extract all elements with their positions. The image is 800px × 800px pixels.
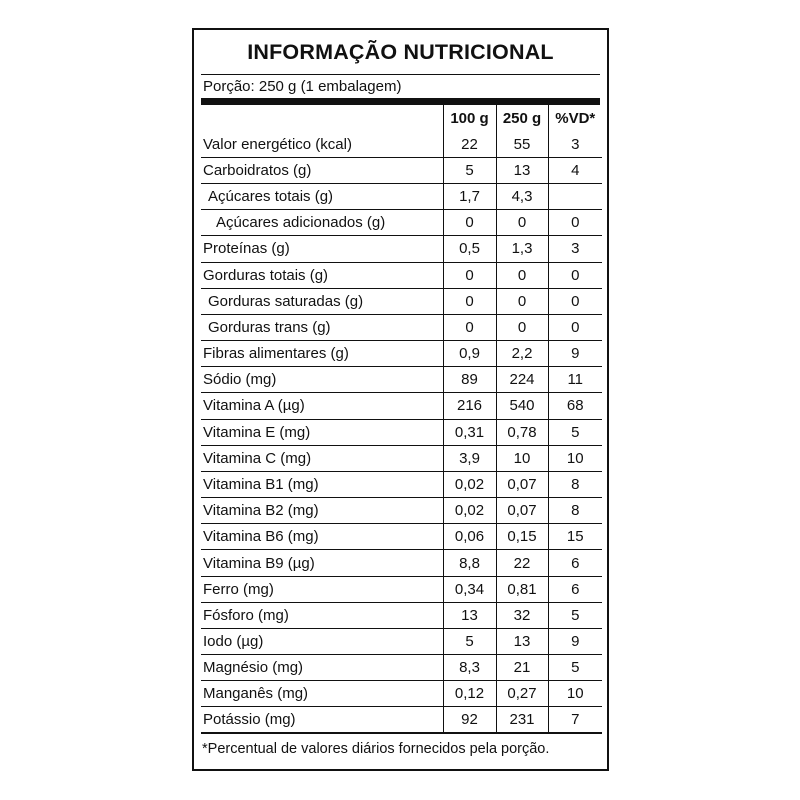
value-vd: 6 (548, 550, 602, 576)
nutrient-name: Gorduras trans (g) (201, 314, 443, 340)
value-vd: 10 (548, 445, 602, 471)
header-vd: %VD* (548, 105, 602, 131)
nutrient-name: Gorduras totais (g) (201, 262, 443, 288)
nutrient-name: Ferro (mg) (201, 576, 443, 602)
value-vd: 8 (548, 498, 602, 524)
nutrient-name: Vitamina A (µg) (201, 393, 443, 419)
header-100g: 100 g (443, 105, 496, 131)
nutrient-name: Fósforo (mg) (201, 602, 443, 628)
value-250g: 22 (496, 550, 548, 576)
table-row (201, 576, 602, 602)
value-250g: 55 (496, 131, 548, 157)
value-100g: 0 (443, 262, 496, 288)
header-nutrient (201, 105, 443, 131)
value-100g: 8,3 (443, 655, 496, 681)
value-250g: 32 (496, 602, 548, 628)
value-250g: 0,27 (496, 681, 548, 707)
value-100g: 216 (443, 393, 496, 419)
table-row (201, 419, 602, 445)
table-row (201, 602, 602, 628)
table-row (201, 681, 602, 707)
value-250g: 4,3 (496, 184, 548, 210)
value-100g: 3,9 (443, 445, 496, 471)
nutrient-name: Açúcares totais (g) (201, 184, 443, 210)
portion-size: Porção: 250 g (1 embalagem) (203, 78, 402, 95)
table-row (201, 157, 602, 183)
table-row (201, 628, 602, 654)
value-250g: 0 (496, 262, 548, 288)
value-vd: 15 (548, 524, 602, 550)
footnote: *Percentual de valores diários fornecidos pela porção. (202, 741, 550, 757)
value-250g: 0,15 (496, 524, 548, 550)
value-100g: 0 (443, 288, 496, 314)
value-vd: 0 (548, 210, 602, 236)
table-header-row (201, 105, 602, 131)
value-vd: 10 (548, 681, 602, 707)
value-100g: 0,02 (443, 498, 496, 524)
nutrient-name: Vitamina E (mg) (201, 419, 443, 445)
table-row (201, 550, 602, 576)
table-row (201, 341, 602, 367)
nutrient-name: Vitamina B1 (mg) (201, 471, 443, 497)
nutrient-name: Vitamina C (mg) (201, 445, 443, 471)
table-row (201, 184, 602, 210)
table-body (201, 131, 602, 733)
value-250g: 231 (496, 707, 548, 733)
nutrient-name: Manganês (mg) (201, 681, 443, 707)
table-row (201, 314, 602, 340)
table-row (201, 367, 602, 393)
value-vd: 8 (548, 471, 602, 497)
value-250g: 0 (496, 288, 548, 314)
table-row (201, 707, 602, 733)
value-vd: 5 (548, 419, 602, 445)
value-vd: 0 (548, 262, 602, 288)
value-250g: 0,07 (496, 498, 548, 524)
table-row (201, 393, 602, 419)
nutrient-name: Vitamina B2 (mg) (201, 498, 443, 524)
table-row (201, 445, 602, 471)
nutrient-name: Carboidratos (g) (201, 157, 443, 183)
table-row (201, 131, 602, 157)
value-vd: 0 (548, 314, 602, 340)
value-100g: 0,02 (443, 471, 496, 497)
nutrition-facts-panel (192, 28, 609, 771)
value-100g: 92 (443, 707, 496, 733)
value-vd: 0 (548, 288, 602, 314)
value-vd (548, 184, 602, 210)
title-divider (201, 74, 600, 75)
value-vd: 11 (548, 367, 602, 393)
value-250g: 0,78 (496, 419, 548, 445)
table-row (201, 498, 602, 524)
nutrient-name: Magnésio (mg) (201, 655, 443, 681)
nutrient-name: Fibras alimentares (g) (201, 341, 443, 367)
table-row (201, 471, 602, 497)
value-100g: 89 (443, 367, 496, 393)
table-row (201, 655, 602, 681)
value-100g: 0,12 (443, 681, 496, 707)
table-row (201, 262, 602, 288)
header-250g: 250 g (496, 105, 548, 131)
value-100g: 1,7 (443, 184, 496, 210)
value-100g: 22 (443, 131, 496, 157)
value-250g: 224 (496, 367, 548, 393)
value-250g: 540 (496, 393, 548, 419)
label-title: INFORMAÇÃO NUTRICIONAL (247, 40, 554, 64)
value-vd: 5 (548, 655, 602, 681)
value-250g: 0,07 (496, 471, 548, 497)
value-100g: 0 (443, 314, 496, 340)
value-100g: 5 (443, 157, 496, 183)
value-vd: 68 (548, 393, 602, 419)
value-100g: 13 (443, 602, 496, 628)
value-250g: 13 (496, 628, 548, 654)
nutrient-name: Açúcares adicionados (g) (201, 210, 443, 236)
table-row (201, 236, 602, 262)
value-250g: 0,81 (496, 576, 548, 602)
nutrient-name: Iodo (µg) (201, 628, 443, 654)
value-100g: 8,8 (443, 550, 496, 576)
value-vd: 9 (548, 628, 602, 654)
value-vd: 3 (548, 131, 602, 157)
value-100g: 0,34 (443, 576, 496, 602)
value-100g: 0 (443, 210, 496, 236)
nutrient-name: Gorduras saturadas (g) (201, 288, 443, 314)
nutrition-table (201, 105, 602, 734)
table-row (201, 210, 602, 236)
value-250g: 13 (496, 157, 548, 183)
nutrient-name: Proteínas (g) (201, 236, 443, 262)
nutrient-name: Potássio (mg) (201, 707, 443, 733)
value-100g: 5 (443, 628, 496, 654)
table-row (201, 288, 602, 314)
value-250g: 0 (496, 314, 548, 340)
value-250g: 10 (496, 445, 548, 471)
value-100g: 0,06 (443, 524, 496, 550)
value-vd: 7 (548, 707, 602, 733)
nutrient-name: Valor energético (kcal) (203, 135, 352, 153)
value-250g: 0 (496, 210, 548, 236)
value-100g: 0,5 (443, 236, 496, 262)
value-vd: 9 (548, 341, 602, 367)
table-row (201, 524, 602, 550)
nutrient-name: Vitamina B9 (µg) (201, 550, 443, 576)
value-100g: 0,31 (443, 419, 496, 445)
value-250g: 1,3 (496, 236, 548, 262)
value-250g: 21 (496, 655, 548, 681)
thick-divider (201, 98, 600, 105)
value-vd: 3 (548, 236, 602, 262)
value-vd: 6 (548, 576, 602, 602)
value-vd: 4 (548, 157, 602, 183)
nutrient-name: Sódio (mg) (201, 367, 443, 393)
nutrient-name: Vitamina B6 (mg) (201, 524, 443, 550)
value-100g: 0,9 (443, 341, 496, 367)
value-250g: 2,2 (496, 341, 548, 367)
value-vd: 5 (548, 602, 602, 628)
